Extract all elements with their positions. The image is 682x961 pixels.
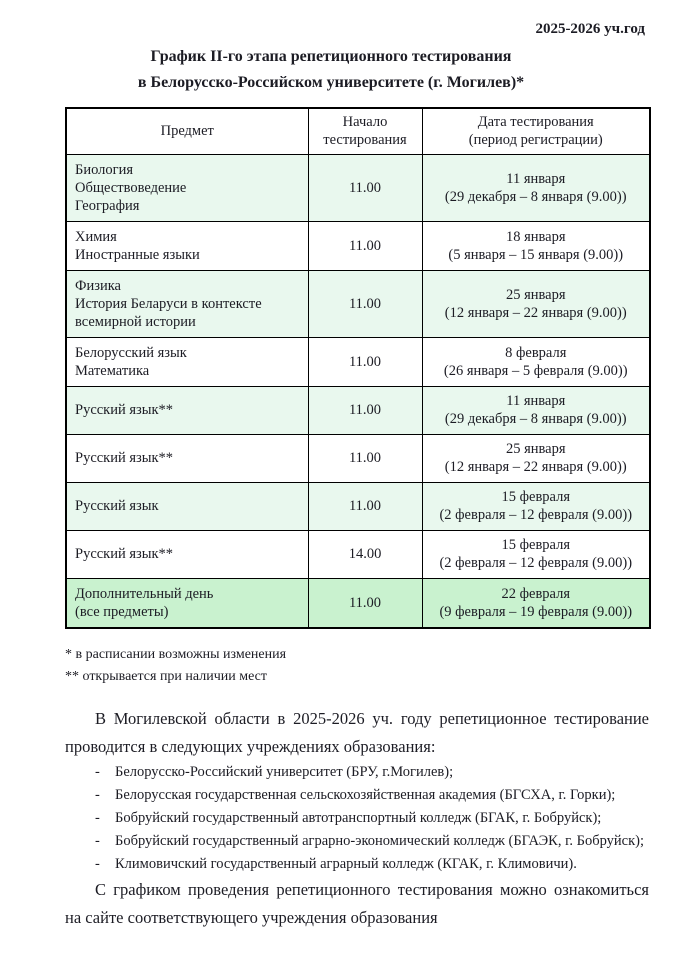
table-row: [66, 337, 650, 386]
header-test-date: Дата тестирования (период регистрации): [422, 108, 650, 154]
subject-cell: Дополнительный день (все предметы): [66, 578, 308, 628]
document-title-line1: График II-го этапа репетиционного тестирования: [150, 48, 512, 65]
academic-year-label: 2025-2026 уч.год: [535, 21, 645, 37]
table-row: [66, 386, 650, 434]
start-time-cell: 11.00: [308, 154, 422, 221]
institution-list-item: [95, 807, 649, 830]
table-row: [66, 578, 650, 628]
institution-name: Белорусская государственная сельскохозяйственная академия (БГСХА, г. Горки);: [115, 786, 616, 803]
start-time-cell: 11.00: [308, 337, 422, 386]
institution-list-item: [95, 853, 649, 876]
test-date-cell: 15 февраля (2 февраля – 12 февраля (9.00)): [422, 530, 650, 578]
subject-cell: Русский язык: [66, 482, 308, 530]
table-row: [66, 434, 650, 482]
table-row: [66, 270, 650, 337]
header-row: [66, 108, 650, 154]
region-intro-paragraph: В Могилевской области в 2025-2026 уч. году репетиционное тестирование проводится в следующих учреждениях образования:: [65, 708, 649, 756]
institutions-list: [95, 761, 649, 876]
subject-cell: Биология Обществоведение География: [66, 154, 308, 221]
subject-cell: Русский язык**: [66, 530, 308, 578]
table-row: [66, 154, 650, 221]
subject-cell: Русский язык**: [66, 386, 308, 434]
table-row: [66, 530, 650, 578]
test-date-cell: 15 февраля (2 февраля – 12 февраля (9.00)): [422, 482, 650, 530]
test-date-cell: 25 января (12 января – 22 января (9.00)): [422, 434, 650, 482]
body-text: [65, 705, 649, 932]
table-row: [66, 482, 650, 530]
document-title-line2: в Белорусско-Российском университете (г. Могилев)*: [137, 74, 525, 91]
table-row: [66, 221, 650, 270]
start-time-cell: 11.00: [308, 386, 422, 434]
start-time-cell: 11.00: [308, 221, 422, 270]
list-dash-marker: -: [95, 855, 100, 872]
test-date-cell: 18 января (5 января – 15 января (9.00)): [422, 221, 650, 270]
test-date-cell: 22 февраля (9 февраля – 19 февраля (9.00)): [422, 578, 650, 628]
test-date-cell: 11 января (29 декабря – 8 января (9.00)): [422, 386, 650, 434]
test-date-cell: 25 января (12 января – 22 января (9.00)): [422, 270, 650, 337]
footnotes: [65, 644, 682, 688]
institution-list-item: [95, 784, 649, 807]
start-time-cell: 11.00: [308, 270, 422, 337]
list-dash-marker: -: [95, 832, 100, 849]
institution-name: Белорусско-Российский университет (БРУ, г.Могилев);: [115, 763, 454, 780]
schedule-table-header: [66, 108, 650, 154]
start-time-cell: 11.00: [308, 578, 422, 628]
institution-name: Климовичский государственный аграрный колледж (КГАК, г. Климовичи).: [115, 855, 577, 872]
institution-name: Бобруйский государственный аграрно-экономический колледж (БГАЭК, г. Бобруйск);: [115, 832, 645, 849]
subject-cell: Русский язык**: [66, 434, 308, 482]
institution-name: Бобруйский государственный автотранспортный колледж (БГАК, г. Бобруйск);: [115, 809, 602, 826]
test-date-cell: 8 февраля (26 января – 5 февраля (9.00)): [422, 337, 650, 386]
test-date-cell: 11 января (29 декабря – 8 января (9.00)): [422, 154, 650, 221]
list-dash-marker: -: [95, 763, 100, 780]
subject-cell: Химия Иностранные языки: [66, 221, 308, 270]
document-title: [0, 44, 682, 96]
subject-cell: Белорусский язык Математика: [66, 337, 308, 386]
header-subject: Предмет: [66, 108, 308, 154]
closing-paragraph: С графиком проведения репетиционного тестирования можно ознакомиться на сайте соответствующего учреждения образования: [65, 879, 649, 927]
list-dash-marker: -: [95, 809, 100, 826]
footnote-availability: ** открывается при наличии мест: [65, 668, 268, 684]
institution-list-item: [95, 761, 649, 784]
start-time-cell: 14.00: [308, 530, 422, 578]
header-start-time: Начало тестирования: [308, 108, 422, 154]
footnote-schedule-changes: * в расписании возможны изменения: [65, 646, 287, 662]
schedule-table-body: [66, 154, 650, 628]
list-dash-marker: -: [95, 786, 100, 803]
subject-cell: Физика История Беларуси в контексте всемирной истории: [66, 270, 308, 337]
institution-list-item: [95, 830, 649, 853]
start-time-cell: 11.00: [308, 482, 422, 530]
schedule-table: [65, 107, 651, 629]
start-time-cell: 11.00: [308, 434, 422, 482]
